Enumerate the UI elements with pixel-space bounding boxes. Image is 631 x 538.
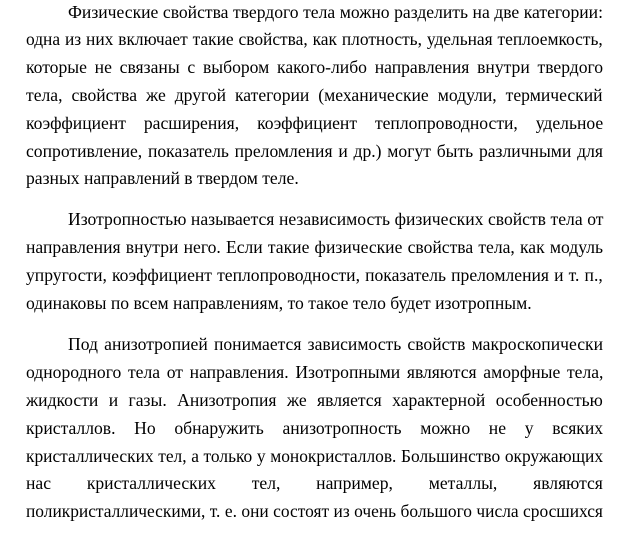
text-line: кристаллических тел, а только у монокристаллов. Большинство окружающих (26, 446, 604, 466)
text-line: сопротивление, показатель преломления и др.) могут быть различными для (26, 141, 603, 161)
text-line: направления внутри него. Если такие физические свойства тела, как модуль (26, 237, 604, 257)
text-line: коэффициент расширения, коэффициент теплопроводности, удельное (26, 113, 604, 133)
text-line: тела, свойства же другой категории (механические модули, термический (26, 85, 603, 105)
text-line: кристаллов. Но обнаружить анизотропность можно не у всяких (26, 418, 604, 438)
text-line: разных направлений в твердом теле. (26, 168, 299, 188)
text-line: жидкости и газы. Анизотропия же является характерной особенностью (26, 390, 603, 410)
text-line: которые не связаны с выбором какого-либо направления внутри твердого (26, 57, 604, 77)
text-line: Физические свойства твердого тела можно разделить на две категории: (68, 2, 603, 22)
text-line: нас кристаллических тел, например, металлы, являются (26, 473, 603, 493)
text-line: Под анизотропией понимается зависимость свойств макроскопически (68, 334, 603, 354)
text-line: упругости, коэффициент теплопроводности, показатель преломления и т. п., (26, 265, 603, 285)
text-line: одна из них включает такие свойства, как плотность, удельная теплоемкость, (26, 29, 603, 49)
text-line: поликристаллическими, т. е. они состоят из очень большого числа сросшихся (26, 501, 603, 521)
text-line: Изотропностью называется независимость физических свойств тела от (68, 209, 604, 229)
text-line: однородного тела от направления. Изотропными являются аморфные тела, (26, 362, 604, 382)
text-line: одинаковы по всем направлениям, то такое тело будет изотропным. (26, 293, 532, 313)
